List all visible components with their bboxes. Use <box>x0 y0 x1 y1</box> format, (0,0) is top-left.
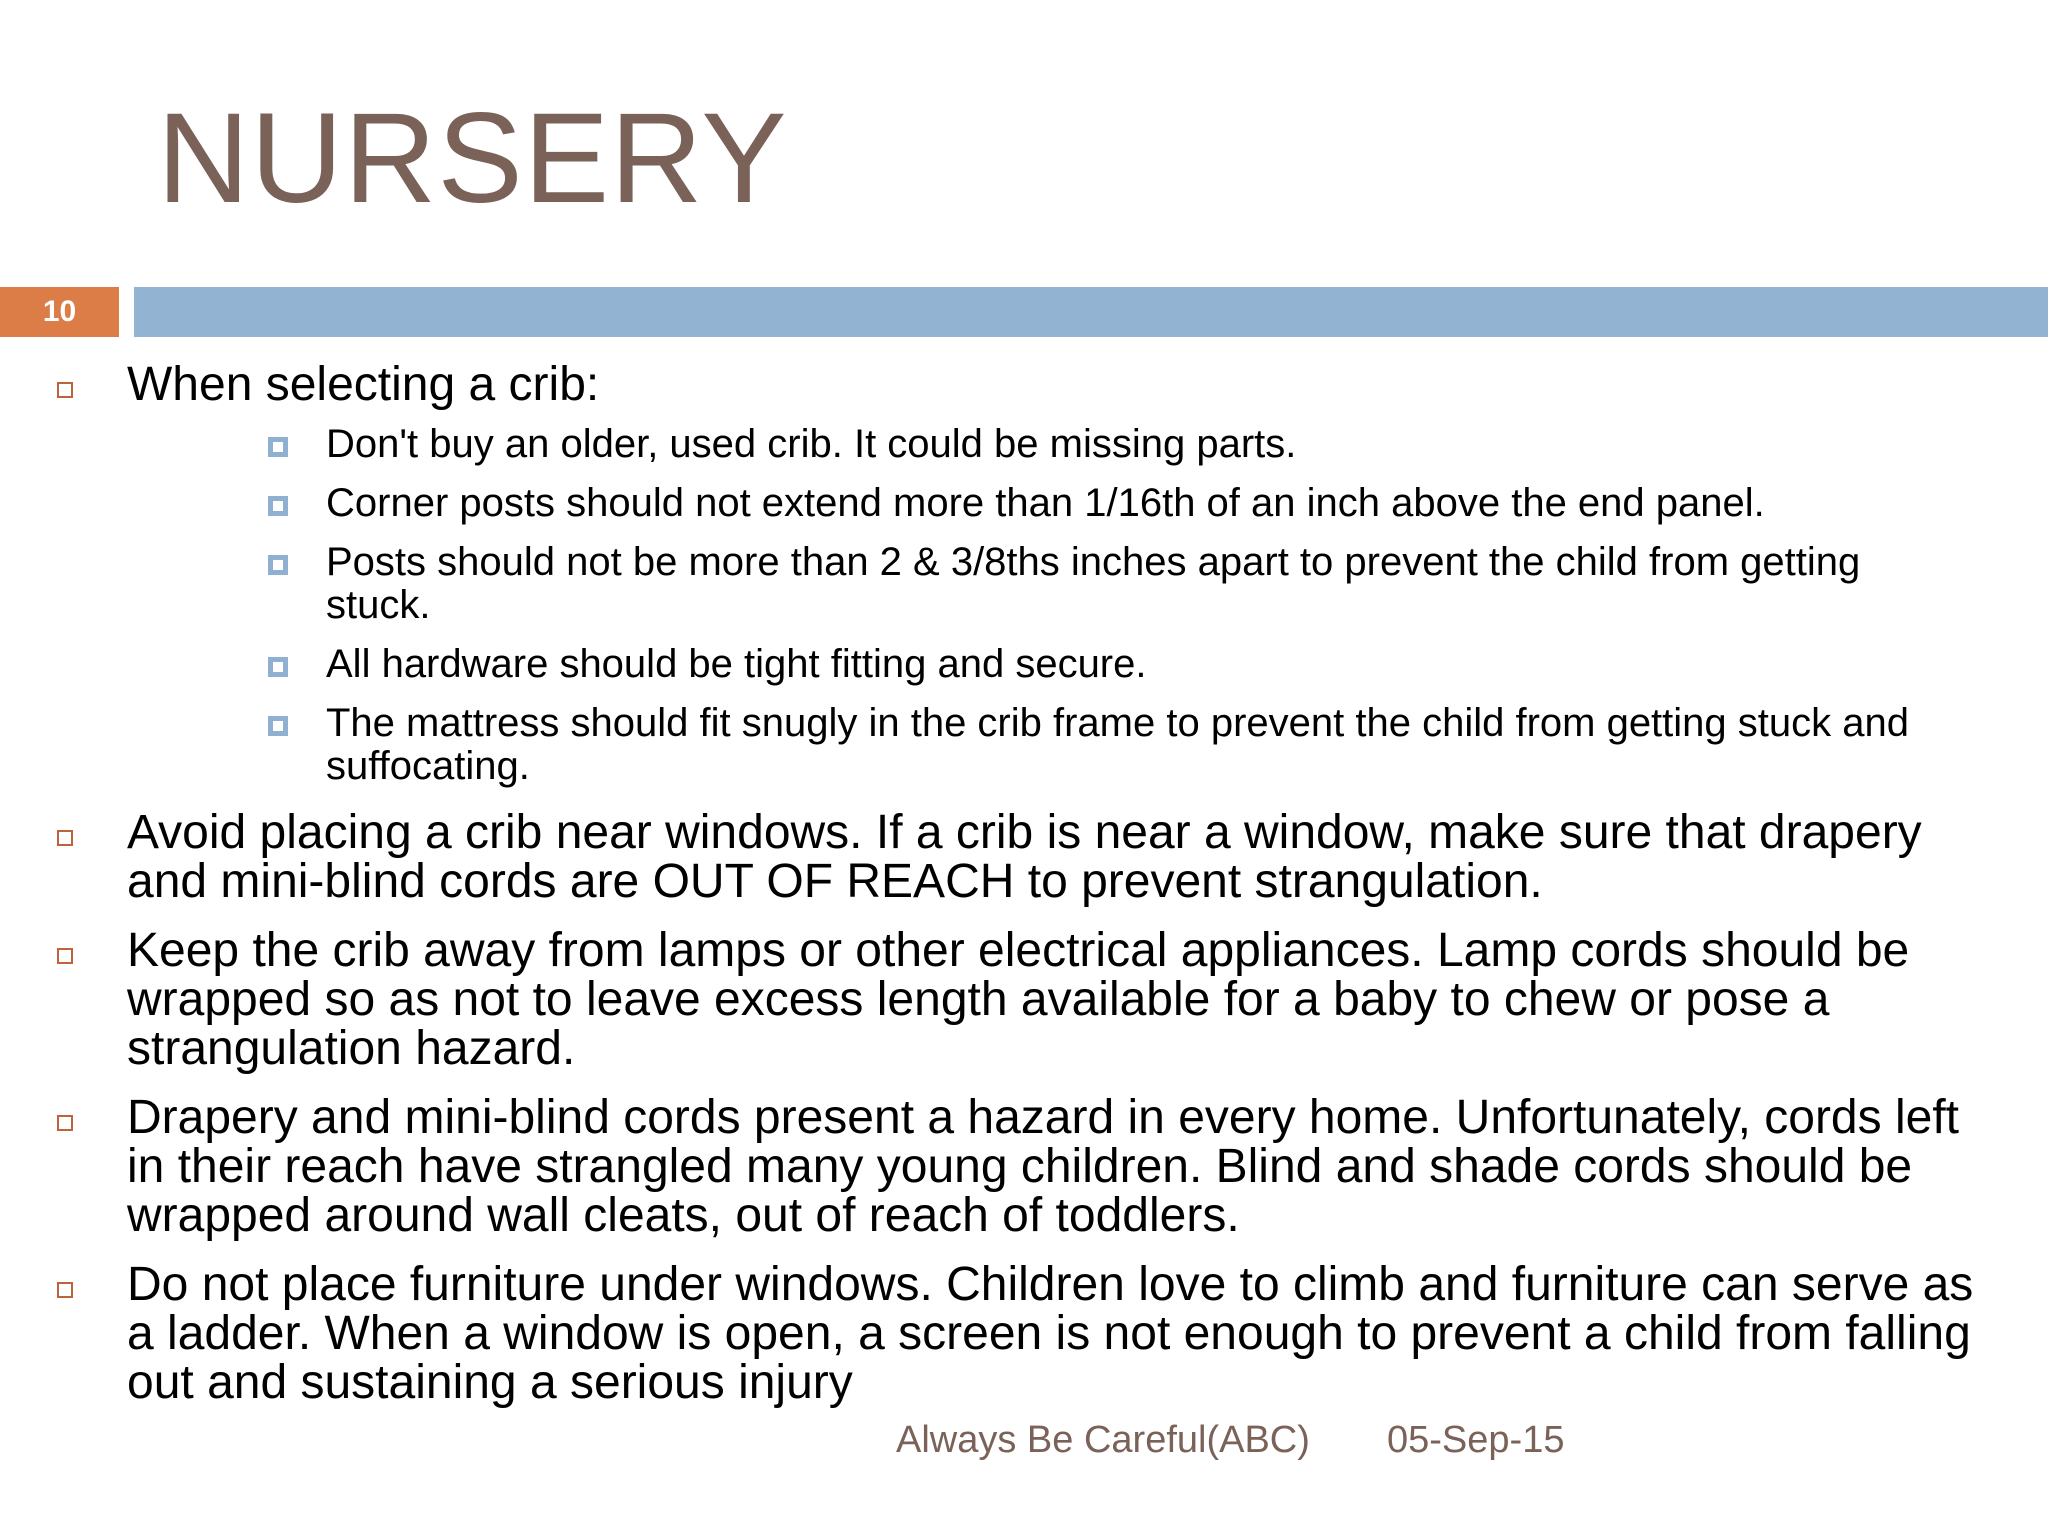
slide-body <box>0 360 2048 1427</box>
sub-bullet-text: Posts should not be more than 2 & 3/8ths inches apart to prevent the child from getting stuck. <box>326 540 1861 627</box>
sub-bullet <box>127 423 1988 466</box>
sub-bullet <box>127 482 1988 525</box>
sub-bullet-text: All hardware should be tight fitting and secure. <box>326 642 1147 686</box>
sub-bullet-text: Don't buy an older, used crib. It could be missing parts. <box>326 422 1297 466</box>
hollow-square-bullet-icon <box>57 382 73 398</box>
hollow-square-bullet-icon <box>57 1115 73 1131</box>
hollow-square-bullet-icon <box>57 830 73 846</box>
bullet-crib-windows <box>0 808 2048 906</box>
bullet-text: When selecting a crib: <box>127 358 600 411</box>
bullet-text: Keep the crib away from lamps or other electrical appliances. Lamp cords should be wrapped so as not to leave excess length available for a baby to chew or pose a strangulation hazard. <box>127 924 1910 1075</box>
bullet-text: Drapery and mini-blind cords present a hazard in every home. Unfortunately, cords left in their reach have strangled many young children. Blind and shade cords should be wrapped around wall cleats, out of reach of toddlers. <box>127 1091 1959 1242</box>
bullet-text: Avoid placing a crib near windows. If a crib is near a window, make sure that drapery and mini-blind cords are OUT OF REACH to prevent strangulation. <box>127 806 1922 908</box>
hollow-square-bullet-icon <box>57 948 73 964</box>
footer-text: Always Be Careful(ABC) <box>896 1419 1310 1461</box>
sub-bullet <box>127 541 1988 627</box>
footer-date: 05-Sep-15 <box>1387 1419 1565 1461</box>
bullet-furniture-windows <box>0 1260 2048 1407</box>
square-bullet-icon <box>268 496 288 516</box>
title-divider-bar <box>134 287 2048 337</box>
bullet-crib-selection <box>0 360 2048 788</box>
slide-title: NURSERY <box>157 87 788 230</box>
square-bullet-icon <box>268 657 288 677</box>
sub-bullet-text: The mattress should fit snugly in the crib frame to prevent the child from getting stuck and suffocating. <box>326 701 1909 788</box>
slide-number-badge: 10 <box>0 287 119 337</box>
square-bullet-icon <box>268 716 288 736</box>
square-bullet-icon <box>268 437 288 457</box>
sub-bullet-list <box>127 423 1988 788</box>
bullet-crib-lamps <box>0 926 2048 1073</box>
bullet-text: Do not place furniture under windows. Children love to climb and furniture can serve as a ladder. When a window is open, a screen is not enough to prevent a child from falling out and sustaining a serious injury <box>127 1258 1974 1409</box>
hollow-square-bullet-icon <box>57 1282 73 1298</box>
square-bullet-icon <box>268 555 288 575</box>
sub-bullet <box>127 702 1988 788</box>
sub-bullet <box>127 643 1988 686</box>
bullet-cords-hazard <box>0 1093 2048 1240</box>
sub-bullet-text: Corner posts should not extend more than 1/16th of an inch above the end panel. <box>326 481 1765 525</box>
